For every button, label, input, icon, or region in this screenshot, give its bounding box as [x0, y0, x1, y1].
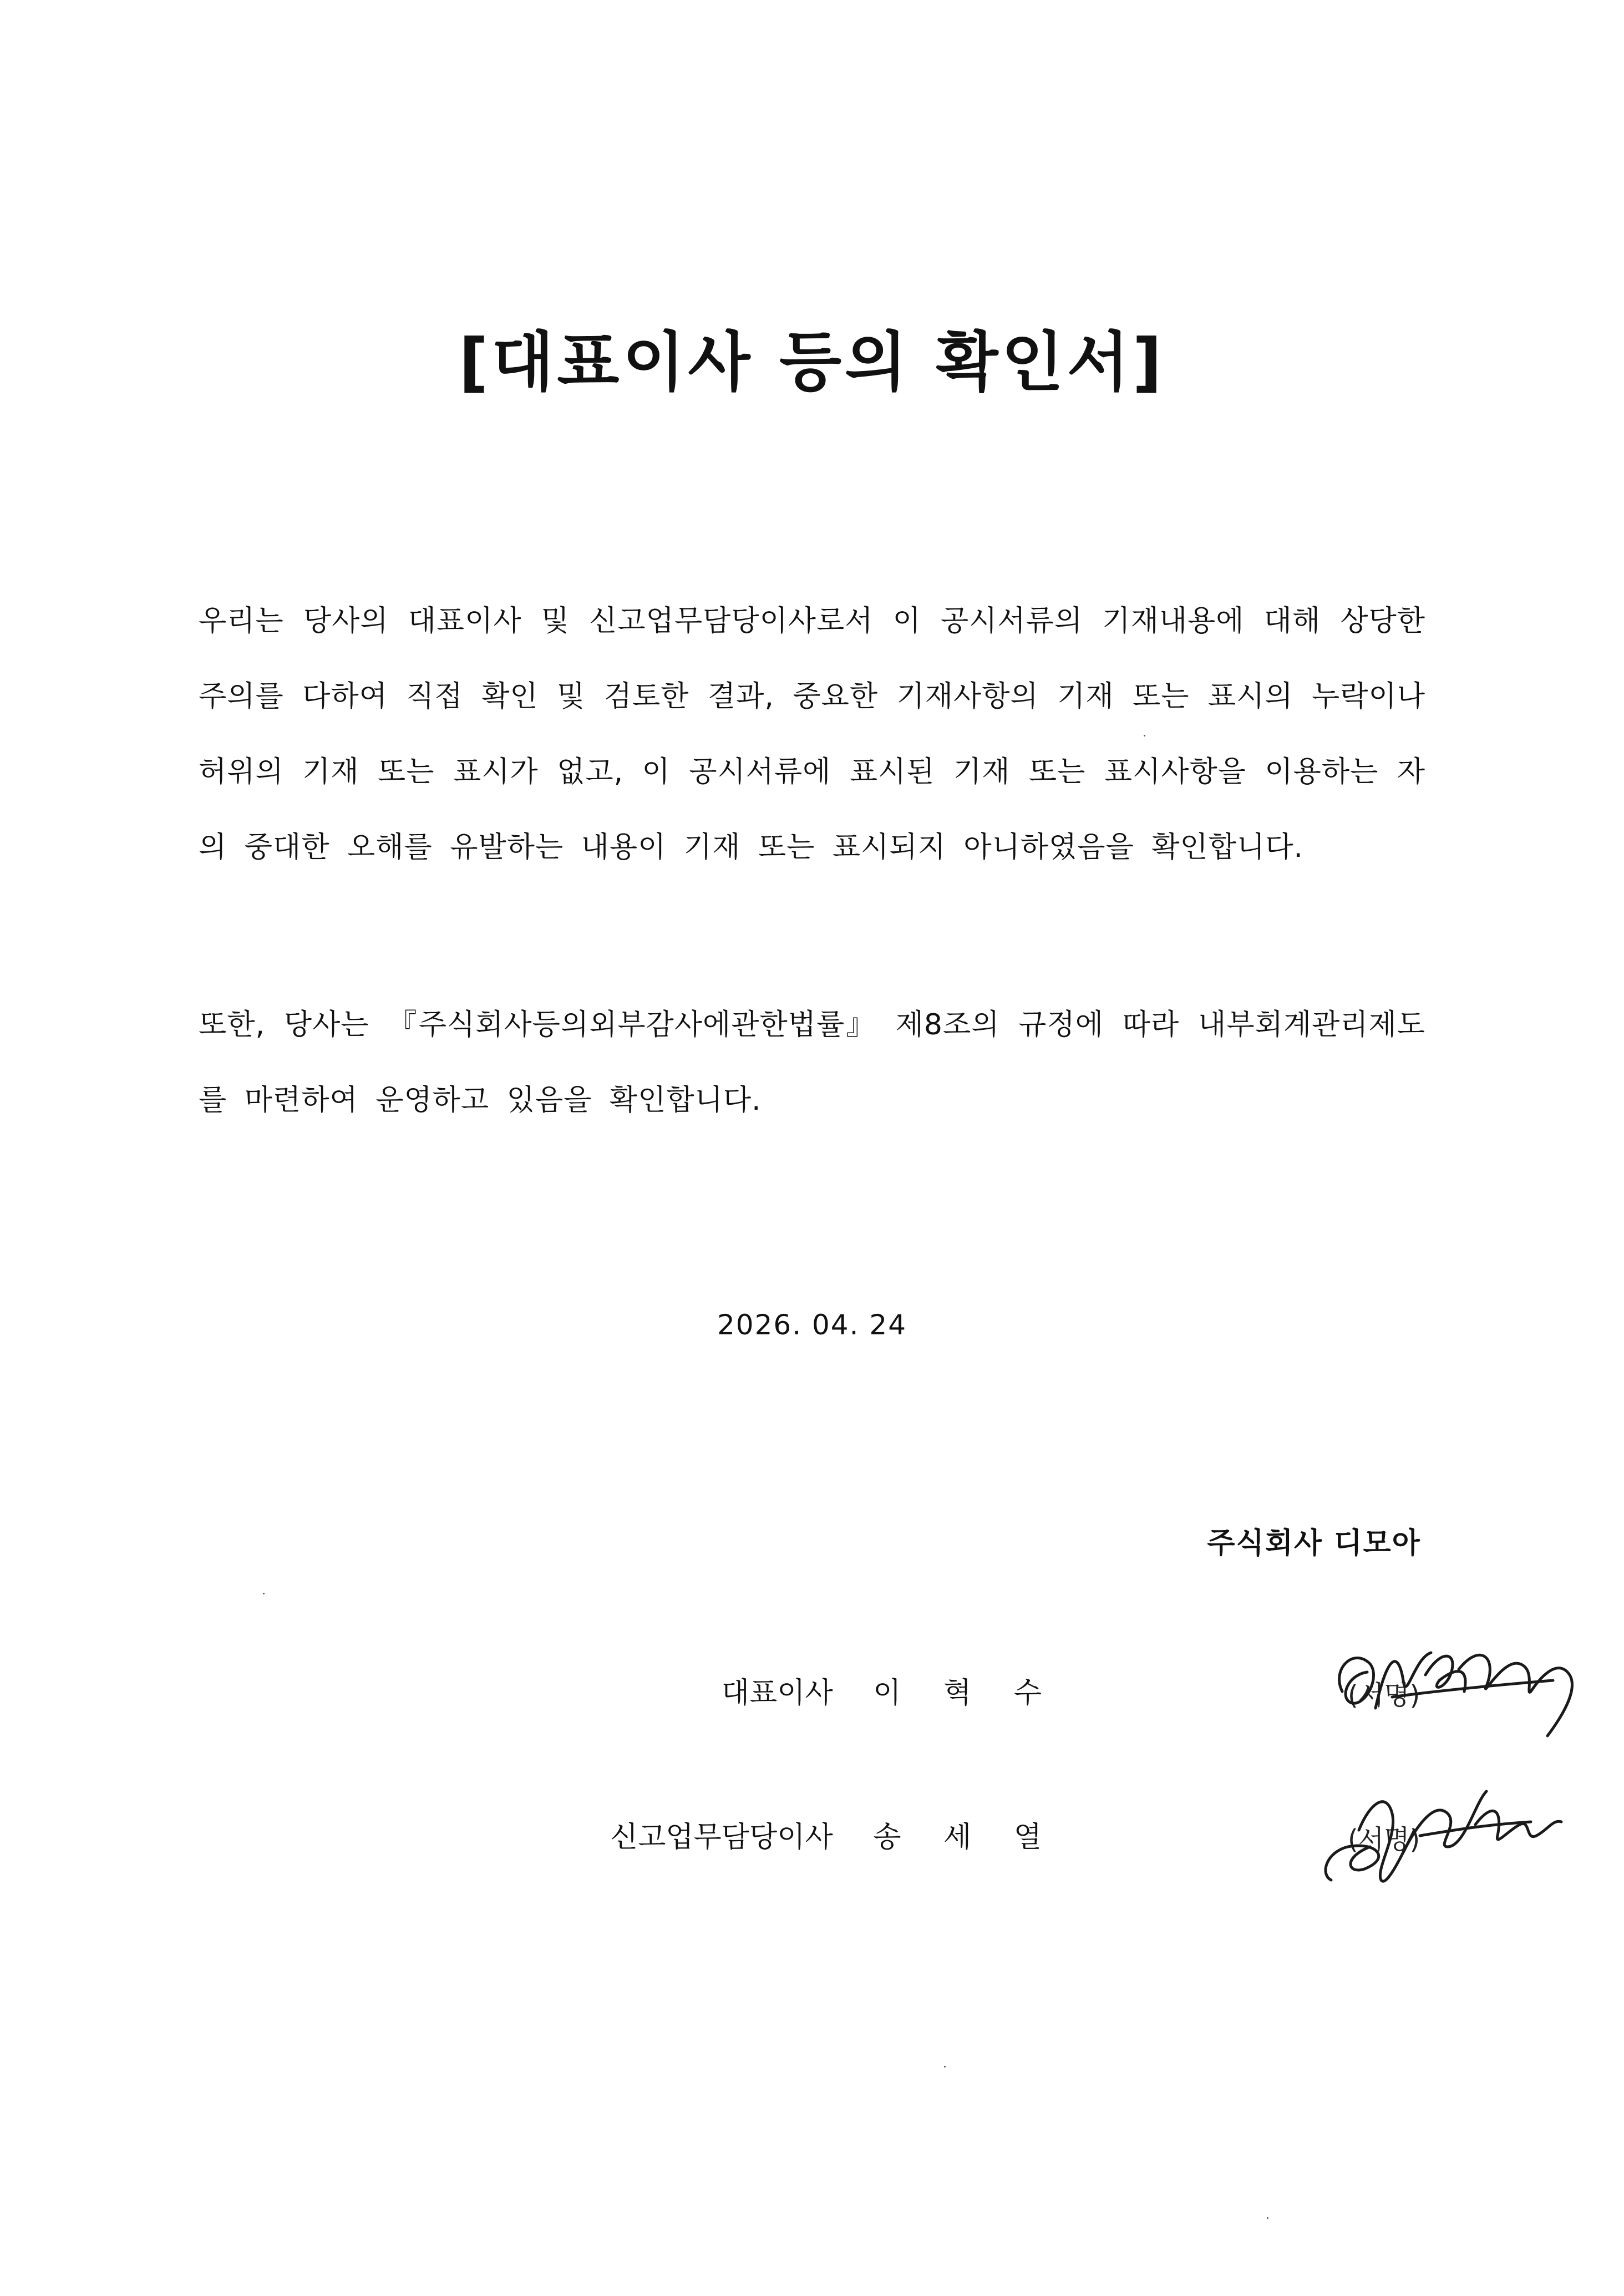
signatory-reporting-director — [610, 1814, 1058, 1855]
confirmation-paragraph: 우리는 당사의 대표이사 및 신고업무담당이사로서 이 공시서류의 기재내용에 대해 상당한 주의를 다하여 직접 확인 및 검토한 결과, 중요한 기재사항의 기재 또는 표시의 누락이나 허위의 기재 또는 표시가 없고, 이 공시서류에 표시된 기재 또는 표시사항을 이용하는 자의 중대한 오해를 유발하는 내용이 기재 또는 표시되지 아니하였음을 확인합니다. — [199, 605, 1425, 864]
handwritten-signature-ceo — [1320, 1625, 1586, 1758]
company-name: 주식회사 디모아 — [1207, 1527, 1421, 1560]
internal-control-paragraph: 또한, 당사는 『주식회사등의외부감사에관한법률』 제8조의 규정에 따라 내부회계관리제도를 마련하여 운영하고 있음을 확인합니다. — [199, 1008, 1425, 1117]
handwritten-signature-director — [1309, 1769, 1575, 1902]
scan-speck — [263, 1593, 265, 1594]
signatory-name: 송 세 열 — [873, 1821, 1058, 1854]
signatory-name: 이 혁 수 — [873, 1677, 1058, 1710]
scan-speck — [1267, 2217, 1268, 2219]
signatory-role: 대표이사 — [721, 1677, 833, 1710]
signature-label: (서명) — [1348, 1680, 1420, 1711]
signatory-role: 신고업무담당이사 — [610, 1821, 833, 1854]
document-title: [대표이사 등의 확인서] — [459, 325, 1165, 400]
document-date: 2026. 04. 24 — [717, 1309, 907, 1341]
scan-speck — [1144, 735, 1145, 736]
scan-speck — [944, 2066, 946, 2068]
signature-label: (서명) — [1348, 1824, 1420, 1855]
signatory-ceo — [722, 1669, 1058, 1711]
